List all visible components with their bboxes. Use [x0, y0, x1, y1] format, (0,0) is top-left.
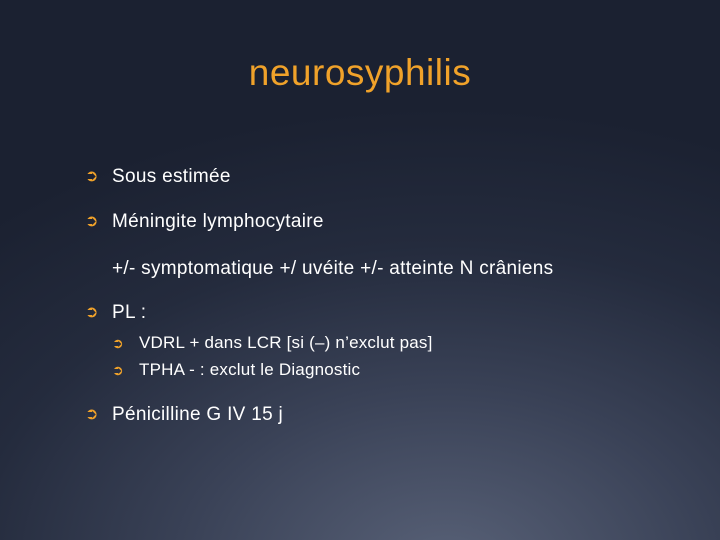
sub-bullet-text: VDRL + dans LCR [si (–) n’exclut pas] — [139, 333, 433, 352]
arrow-bullet-icon: ➲ — [85, 168, 99, 185]
arrow-bullet-icon: ➲ — [112, 362, 124, 378]
bullet-text: Méningite lymphocytaire — [112, 211, 324, 232]
bullet-text: Pénicilline G IV 15 j — [112, 404, 284, 425]
bullet-text: Sous estimée — [112, 166, 231, 187]
sub-bullet-text: TPHA - : exclut le Diagnostic — [139, 360, 361, 379]
arrow-bullet-icon: ➲ — [85, 213, 99, 230]
arrow-bullet-icon: ➲ — [112, 335, 124, 351]
arrow-bullet-icon: ➲ — [85, 304, 99, 321]
arrow-bullet-icon: ➲ — [85, 406, 99, 423]
slide-title: neurosyphilis — [248, 52, 472, 93]
bullet-text: PL : — [112, 302, 147, 323]
bullet-continuation: +/- symptomatique +/ uvéite +/- atteinte N crâniens — [112, 258, 554, 279]
